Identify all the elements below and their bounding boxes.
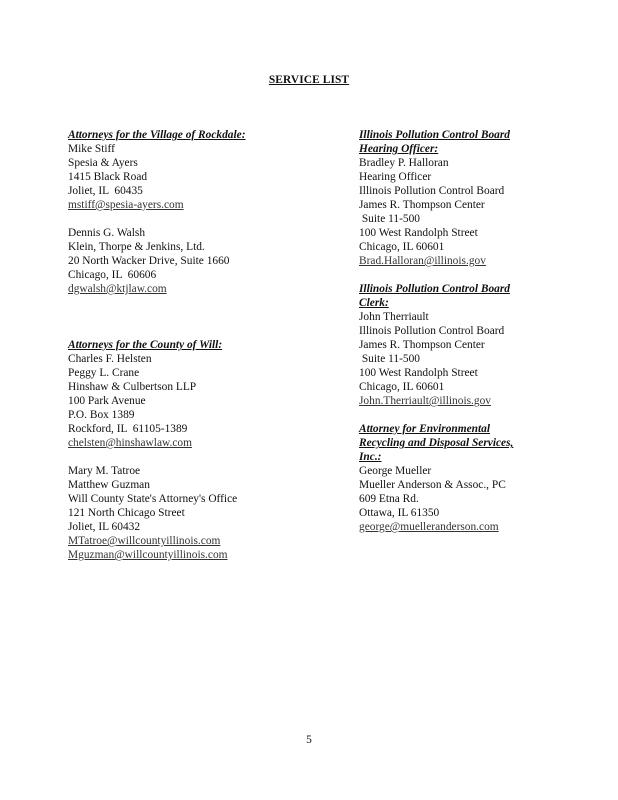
email-link[interactable]: Mguzman@willcountyillinois.com xyxy=(68,549,228,561)
left-column xyxy=(68,128,283,562)
contact-line: Will County State's Attorney's Office xyxy=(68,493,238,505)
contact-line: Joliet, IL 60435 xyxy=(68,185,143,197)
contact-line: Suite 11-500 xyxy=(359,213,420,225)
contact-line: 1415 Black Road xyxy=(68,171,148,183)
contact-line: Matthew Guzman xyxy=(68,479,150,491)
contact-line: 20 North Wacker Drive, Suite 1660 xyxy=(68,255,230,267)
contact-line: Joliet, IL 60432 xyxy=(68,521,141,533)
right-column xyxy=(359,128,534,534)
section-heading: Attorney for Environmental xyxy=(359,423,491,435)
email-link[interactable]: chelsten@hinshawlaw.com xyxy=(68,437,192,449)
contact-line: Hearing Officer xyxy=(359,171,432,183)
contact-line: Spesia & Ayers xyxy=(68,157,138,169)
email-link[interactable]: dgwalsh@ktjlaw.com xyxy=(68,283,167,295)
contact-line: Ottawa, IL 61350 xyxy=(359,507,440,519)
contact-line: Suite 11-500 xyxy=(359,353,420,365)
contact-line: Bradley P. Halloran xyxy=(359,157,449,169)
environmental-recycling-section xyxy=(359,422,534,534)
contact-line: Dennis G. Walsh xyxy=(68,227,146,239)
email-link[interactable]: george@muelleranderson.com xyxy=(359,521,499,533)
section-heading: Hearing Officer: xyxy=(359,143,439,155)
village-of-rockdale-section xyxy=(68,128,283,296)
contact-line: Chicago, IL 60601 xyxy=(359,241,445,253)
email-link[interactable]: MTatroe@willcountyillinois.com xyxy=(68,535,221,547)
contact-line: Hinshaw & Culbertson LLP xyxy=(68,381,197,393)
contact-line: Charles F. Helsten xyxy=(68,353,152,365)
hearing-officer-section xyxy=(359,128,534,268)
contact-line: 121 North Chicago Street xyxy=(68,507,185,519)
contact-line: James R. Thompson Center xyxy=(359,199,485,211)
contact-line: Klein, Thorpe & Jenkins, Ltd. xyxy=(68,241,205,253)
board-clerk-section xyxy=(359,282,534,408)
contact-line: Chicago, IL 60606 xyxy=(68,269,157,281)
contact-line: 609 Etna Rd. xyxy=(359,493,419,505)
contact-stiff xyxy=(68,142,283,212)
contact-line: Peggy L. Crane xyxy=(68,367,140,379)
section-heading: Recycling and Disposal Services, xyxy=(359,437,514,449)
email-link[interactable]: mstiff@spesia-ayers.com xyxy=(68,199,184,211)
contact-helsten xyxy=(68,352,283,450)
contact-line: Illinois Pollution Control Board xyxy=(359,185,505,197)
email-link[interactable]: Brad.Halloran@illinois.gov xyxy=(359,255,486,267)
contact-line: P.O. Box 1389 xyxy=(68,409,135,421)
contact-line: Rockford, IL 61105-1389 xyxy=(68,423,188,435)
page-title: SERVICE LIST xyxy=(268,74,350,86)
page-number: 5 xyxy=(306,734,312,746)
contact-line: James R. Thompson Center xyxy=(359,339,485,351)
email-link[interactable]: John.Therriault@illinois.gov xyxy=(359,395,491,407)
contact-walsh xyxy=(68,226,283,296)
contact-line: Mueller Anderson & Assoc., PC xyxy=(359,479,506,491)
section-heading: Attorneys for the County of Will: xyxy=(68,339,223,351)
section-heading: Attorneys for the Village of Rockdale: xyxy=(68,129,246,141)
contact-line: Mike Stiff xyxy=(68,143,115,155)
section-heading: Clerk: xyxy=(359,297,389,309)
contact-line: Illinois Pollution Control Board xyxy=(359,325,505,337)
section-heading: Illinois Pollution Control Board xyxy=(359,283,510,295)
contact-line: George Mueller xyxy=(359,465,432,477)
contact-line: Chicago, IL 60601 xyxy=(359,381,445,393)
section-heading: Inc.: xyxy=(359,451,382,463)
contact-line: Mary M. Tatroe xyxy=(68,465,141,477)
contact-line: 100 West Randolph Street xyxy=(359,227,478,239)
contact-line: 100 Park Avenue xyxy=(68,395,146,407)
contact-line: John Therriault xyxy=(359,311,429,323)
contact-tatroe xyxy=(68,464,283,562)
contact-line: 100 West Randolph Street xyxy=(359,367,478,379)
section-heading: Illinois Pollution Control Board xyxy=(359,129,510,141)
county-of-will-section xyxy=(68,338,283,562)
